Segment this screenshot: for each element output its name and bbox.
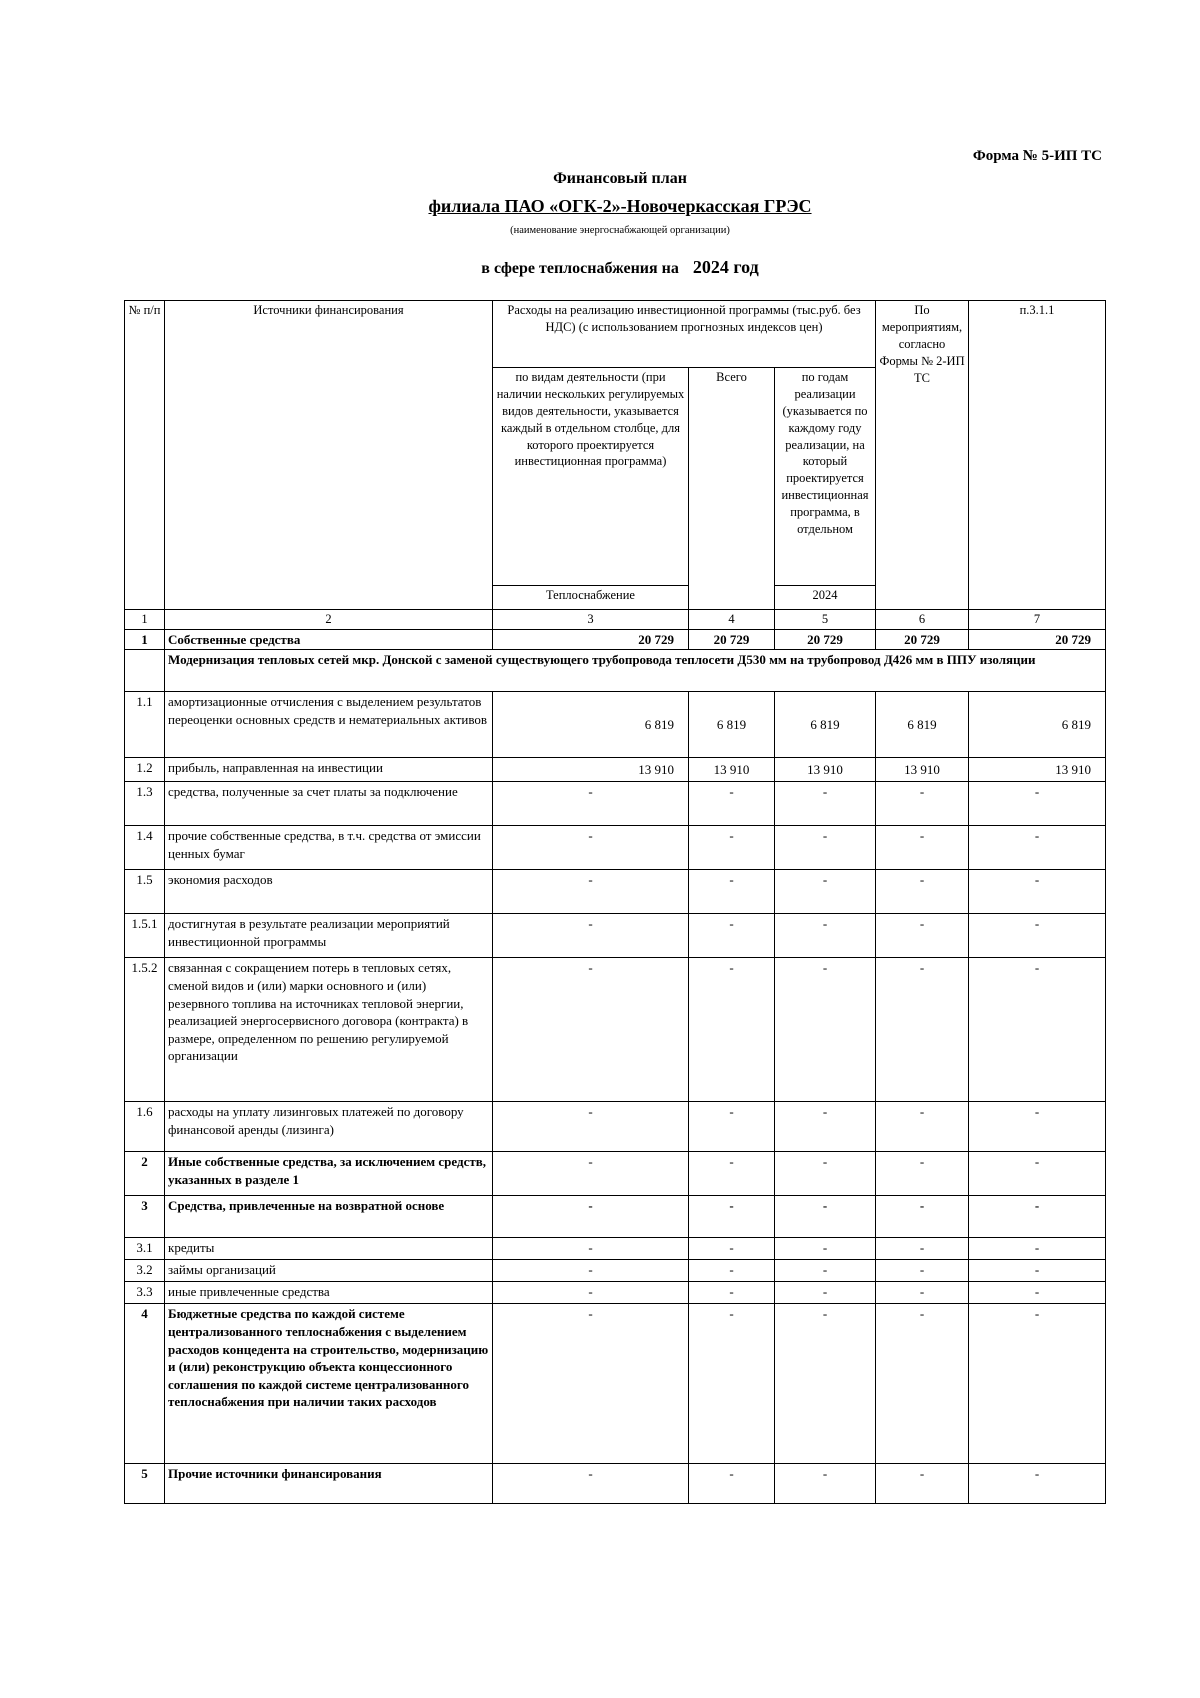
col-number: 5 bbox=[775, 610, 876, 630]
row-value: - bbox=[969, 1464, 1106, 1504]
organization-caption: (наименование энергоснабжающей организации) bbox=[510, 225, 730, 236]
col-number: 7 bbox=[969, 610, 1106, 630]
row-num: 4 bbox=[125, 1304, 165, 1464]
row-num: 1.2 bbox=[125, 758, 165, 782]
row-value: - bbox=[876, 958, 969, 1102]
sphere-label: в сфере теплоснабжения на bbox=[481, 260, 679, 277]
row-value: 6 819 bbox=[689, 692, 775, 758]
row-value: - bbox=[876, 782, 969, 826]
row-value: - bbox=[876, 1304, 969, 1464]
row-name: достигнутая в результате реализации мероприятий инвестиционной программы bbox=[165, 914, 493, 958]
row-value: - bbox=[969, 1152, 1106, 1196]
row-value: - bbox=[775, 1282, 876, 1304]
row-num: 1.5 bbox=[125, 870, 165, 914]
row-num: 1.5.2 bbox=[125, 958, 165, 1102]
row-value: 13 910 bbox=[969, 758, 1106, 782]
row-value: - bbox=[969, 782, 1106, 826]
row-value: 20 729 bbox=[689, 629, 775, 650]
row-value: - bbox=[876, 1260, 969, 1282]
header-row-1 bbox=[125, 301, 1106, 368]
row-value: 6 819 bbox=[493, 692, 689, 758]
row-value: - bbox=[969, 1102, 1106, 1152]
row-value: - bbox=[493, 958, 689, 1102]
sphere-line bbox=[0, 257, 1200, 278]
row-value: 13 910 bbox=[775, 758, 876, 782]
row-value: - bbox=[969, 870, 1106, 914]
table-row bbox=[125, 1282, 1106, 1304]
table-row bbox=[125, 1152, 1106, 1196]
row-value: - bbox=[689, 1304, 775, 1464]
row-name: Собственные средства bbox=[165, 629, 493, 650]
row-value: - bbox=[689, 1238, 775, 1260]
row-value: 20 729 bbox=[775, 629, 876, 650]
row-value: - bbox=[775, 1152, 876, 1196]
row-num: 5 bbox=[125, 1464, 165, 1504]
row-value: - bbox=[876, 1152, 969, 1196]
row-value: - bbox=[689, 1260, 775, 1282]
row-name: прибыль, направленная на инвестиции bbox=[165, 758, 493, 782]
row-num: 1.3 bbox=[125, 782, 165, 826]
row-value: - bbox=[493, 826, 689, 870]
row-num: 1 bbox=[125, 629, 165, 650]
row-value: 20 729 bbox=[969, 629, 1106, 650]
row-value: - bbox=[493, 1196, 689, 1238]
row-value: - bbox=[493, 1464, 689, 1504]
row-value: - bbox=[689, 826, 775, 870]
row-name: Средства, привлеченные на возвратной основе bbox=[165, 1196, 493, 1238]
organization-name: филиала ПАО «ОГК-2»-Новочеркасская ГРЭС bbox=[428, 196, 812, 216]
head-by-years: по годам реализации (указывается по каждому году реализации, на который проектируется инвестиционная программа, в отдельном bbox=[775, 368, 876, 586]
row-value: - bbox=[689, 1152, 775, 1196]
row-name: кредиты bbox=[165, 1238, 493, 1260]
table-row bbox=[125, 1102, 1106, 1152]
column-number-row bbox=[125, 610, 1106, 630]
table-row bbox=[125, 1260, 1106, 1282]
row-num: 1.4 bbox=[125, 826, 165, 870]
row-name: расходы на уплату лизинговых платежей по договору финансовой аренды (лизинга) bbox=[165, 1102, 493, 1152]
project-row bbox=[125, 650, 1106, 692]
row-value: 6 819 bbox=[876, 692, 969, 758]
row-value: - bbox=[493, 1260, 689, 1282]
row-value: - bbox=[689, 782, 775, 826]
row-value: - bbox=[969, 958, 1106, 1102]
head-sources: Источники финансирования bbox=[165, 301, 493, 610]
row-value: - bbox=[876, 1102, 969, 1152]
row-num: 3 bbox=[125, 1196, 165, 1238]
row-value: - bbox=[493, 1238, 689, 1260]
table-row bbox=[125, 1238, 1106, 1260]
row-name: Иные собственные средства, за исключением средств, указанных в разделе 1 bbox=[165, 1152, 493, 1196]
row-value: 20 729 bbox=[876, 629, 969, 650]
row-value: 13 910 bbox=[876, 758, 969, 782]
table-row bbox=[125, 958, 1106, 1102]
table-row bbox=[125, 1464, 1106, 1504]
head-by-activity: по видам деятельности (при наличии нескольких регулируемых видов деятельности, указывается каждый в отдельном столбце, для которого проектируется инвестиционная программа) bbox=[493, 368, 689, 586]
row-value: - bbox=[689, 958, 775, 1102]
row-value: 13 910 bbox=[689, 758, 775, 782]
row-name: средства, полученные за счет платы за подключение bbox=[165, 782, 493, 826]
col-number: 2 bbox=[165, 610, 493, 630]
row-name: экономия расходов bbox=[165, 870, 493, 914]
row-value: - bbox=[876, 826, 969, 870]
row-value: - bbox=[876, 1282, 969, 1304]
col-number: 3 bbox=[493, 610, 689, 630]
row-name: Прочие источники финансирования bbox=[165, 1464, 493, 1504]
row-name: прочие собственные средства, в т.ч. средства от эмиссии ценных бумаг bbox=[165, 826, 493, 870]
row-name: амортизационные отчисления с выделением результатов переоценки основных средств и нематериальных активов bbox=[165, 692, 493, 758]
row-value: - bbox=[689, 1102, 775, 1152]
row-value: - bbox=[969, 914, 1106, 958]
table-row bbox=[125, 1304, 1106, 1464]
row-value: 6 819 bbox=[969, 692, 1106, 758]
col-number: 6 bbox=[876, 610, 969, 630]
col-number: 4 bbox=[689, 610, 775, 630]
row-value: - bbox=[969, 1196, 1106, 1238]
row-value: - bbox=[493, 914, 689, 958]
row-name: займы организаций bbox=[165, 1260, 493, 1282]
row-value: - bbox=[689, 870, 775, 914]
head-num: № п/п bbox=[125, 301, 165, 610]
row-value: - bbox=[969, 1282, 1106, 1304]
col-number: 1 bbox=[125, 610, 165, 630]
table-row bbox=[125, 758, 1106, 782]
row-value: - bbox=[689, 914, 775, 958]
row-value: - bbox=[876, 1196, 969, 1238]
row-value: - bbox=[775, 1260, 876, 1282]
row-value: - bbox=[493, 782, 689, 826]
row-value: - bbox=[775, 826, 876, 870]
project-name: Модернизация тепловых сетей мкр. Донской с заменой существующего трубопровода теплосети Д530 мм на трубопровод Д426 мм в ППУ изоляции bbox=[165, 650, 1106, 692]
head-by-measures: По мероприятиям, согласно Формы № 2-ИП ТС bbox=[876, 301, 969, 610]
row-value: - bbox=[689, 1282, 775, 1304]
row-value: - bbox=[775, 958, 876, 1102]
row-value: 6 819 bbox=[775, 692, 876, 758]
row-value: - bbox=[775, 1102, 876, 1152]
row-num: 3.1 bbox=[125, 1238, 165, 1260]
row-value: - bbox=[493, 1102, 689, 1152]
head-total: Всего bbox=[689, 368, 775, 610]
row-value: - bbox=[689, 1464, 775, 1504]
row-value: - bbox=[876, 870, 969, 914]
row-value: - bbox=[775, 1238, 876, 1260]
row-num: 2 bbox=[125, 1152, 165, 1196]
row-value: - bbox=[775, 1304, 876, 1464]
row-value: - bbox=[876, 914, 969, 958]
row-value: - bbox=[775, 1196, 876, 1238]
row-value: - bbox=[493, 1304, 689, 1464]
row-num: 1.6 bbox=[125, 1102, 165, 1152]
financial-plan-table bbox=[124, 300, 1106, 1504]
row-value: - bbox=[969, 1304, 1106, 1464]
row-value: - bbox=[775, 1464, 876, 1504]
sphere-year: 2024 год bbox=[692, 257, 759, 277]
head-group: Расходы на реализацию инвестиционной программы (тыс.руб. без НДС) (с использованием прогнозных индексов цен) bbox=[493, 301, 876, 368]
row-value: - bbox=[689, 1196, 775, 1238]
row-value: 20 729 bbox=[493, 629, 689, 650]
row-num: 1.1 bbox=[125, 692, 165, 758]
head-heat: Теплоснабжение bbox=[493, 586, 689, 610]
row-num: 1.5.1 bbox=[125, 914, 165, 958]
form-number: Форма № 5-ИП ТС bbox=[972, 148, 1102, 164]
row-value: 13 910 bbox=[493, 758, 689, 782]
row-name: иные привлеченные средства bbox=[165, 1282, 493, 1304]
row-value: - bbox=[775, 870, 876, 914]
row-num: 3.3 bbox=[125, 1282, 165, 1304]
table-row bbox=[125, 870, 1106, 914]
row-name: связанная с сокращением потерь в тепловых сетях, сменой видов и (или) марки основного и (или) резервного топлива на источниках тепловой энергии, реализацией энергосервисного договора (контракта) в размере, определенном по решению регулируемой организации bbox=[165, 958, 493, 1102]
table-row bbox=[125, 692, 1106, 758]
row-value: - bbox=[876, 1464, 969, 1504]
head-p311: п.3.1.1 bbox=[969, 301, 1106, 610]
row-name: Бюджетные средства по каждой системе централизованного теплоснабжения с выделением расходов концедента на строительство, модернизацию и (или) реконструкцию объекта концессионного соглашения по каждой системе централизованного теплоснабжения при наличии таких расходов bbox=[165, 1304, 493, 1464]
table-row bbox=[125, 914, 1106, 958]
row-value: - bbox=[969, 826, 1106, 870]
table-row bbox=[125, 629, 1106, 650]
row-value: - bbox=[493, 1152, 689, 1196]
row-value: - bbox=[775, 914, 876, 958]
row-value: - bbox=[493, 870, 689, 914]
row-num: 3.2 bbox=[125, 1260, 165, 1282]
row-value: - bbox=[493, 1282, 689, 1304]
row-value: - bbox=[969, 1260, 1106, 1282]
row-value: - bbox=[969, 1238, 1106, 1260]
row-value: - bbox=[876, 1238, 969, 1260]
document-title: Финансовый план bbox=[553, 170, 687, 187]
head-year: 2024 bbox=[775, 586, 876, 610]
table-row bbox=[125, 1196, 1106, 1238]
table-row bbox=[125, 782, 1106, 826]
table-row bbox=[125, 826, 1106, 870]
row-value: - bbox=[775, 782, 876, 826]
